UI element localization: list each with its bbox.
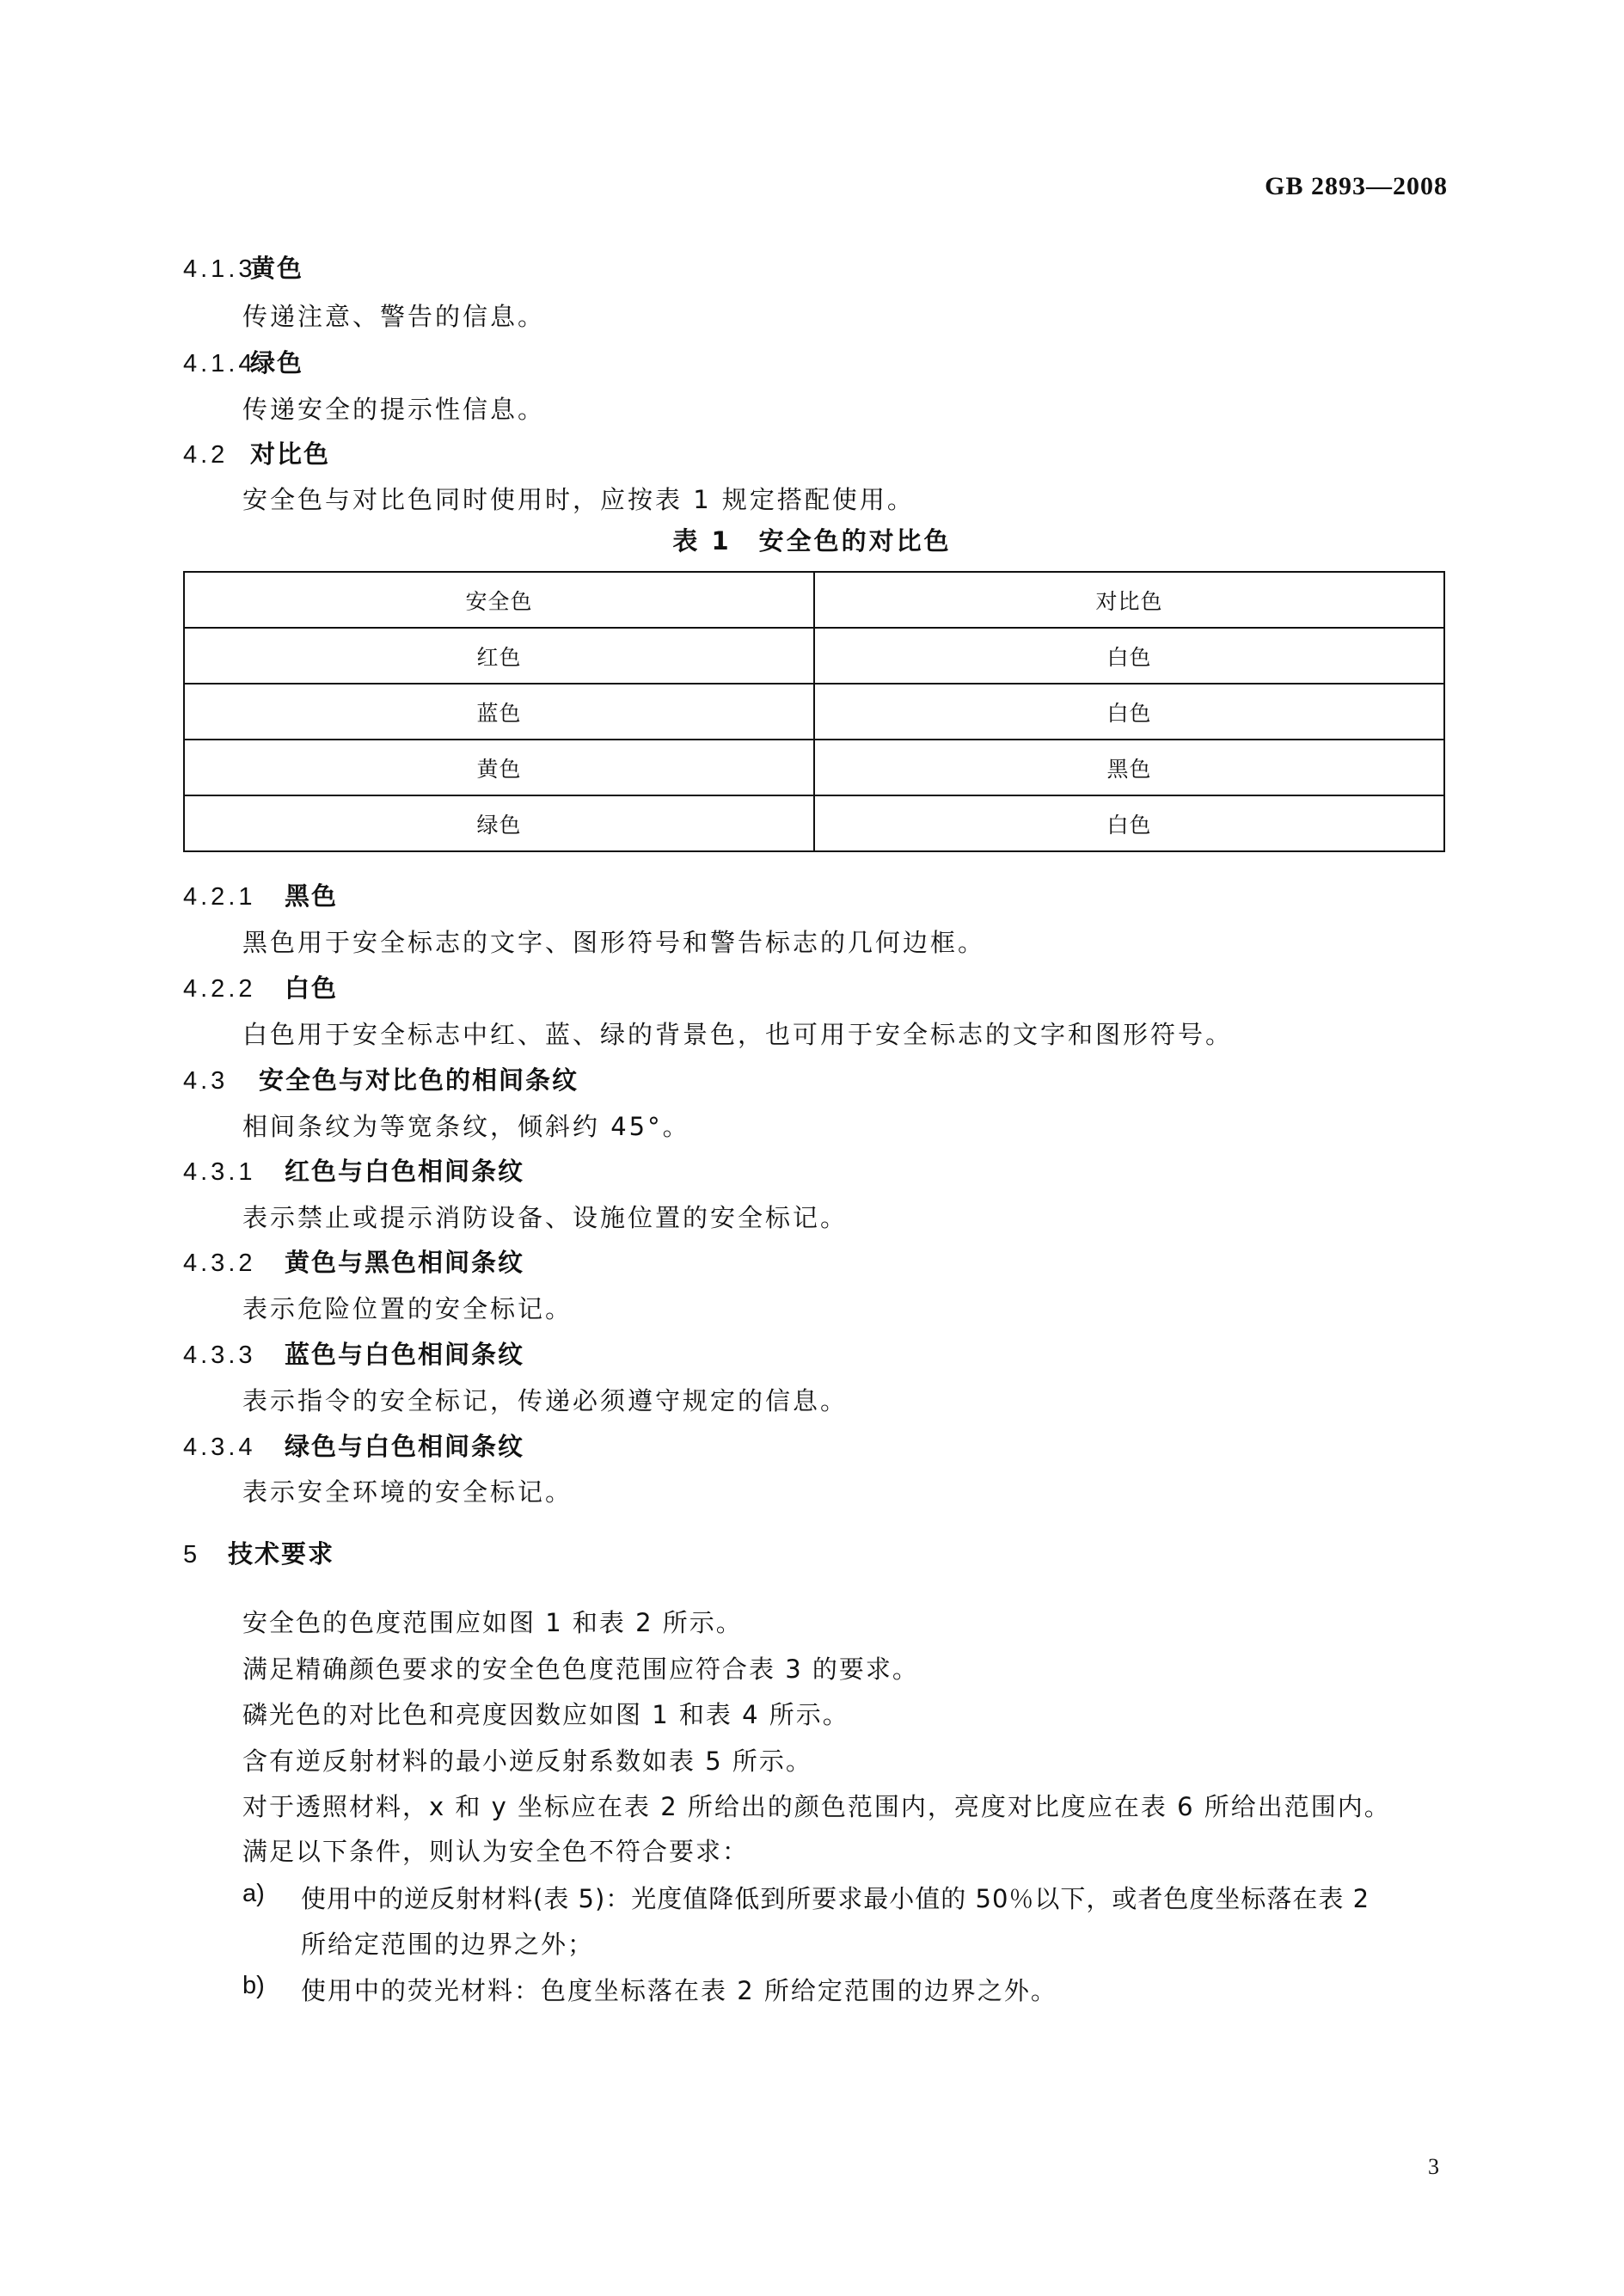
heading-4-1-3 xyxy=(183,249,303,285)
heading-4-3-4 xyxy=(183,1427,524,1463)
table-cell: 红色 xyxy=(184,628,814,684)
heading-4-3 xyxy=(183,1061,579,1096)
table-cell: 绿色 xyxy=(184,795,814,851)
section-number: 4.3.2 xyxy=(183,1249,256,1277)
section-number: 4.3.1 xyxy=(183,1158,256,1186)
section-title: 黄色 xyxy=(250,254,304,283)
table-row xyxy=(184,684,1444,740)
section-title: 对比色 xyxy=(250,439,331,469)
heading-4-3-1 xyxy=(183,1152,524,1188)
section-number: 4.2 xyxy=(183,441,229,469)
paragraph-5-4: 含有逆反射材料的最小逆反射系数如表 5 所示。 xyxy=(242,1747,812,1776)
paragraph-4-2-2: 白色用于安全标志中红、蓝、绿的背景色，也可用于安全标志的文字和图形符号。 xyxy=(242,1020,1234,1049)
section-number: 4.3.4 xyxy=(183,1433,256,1461)
paragraph-4-3-3: 表示指令的安全标记，传递必须遵守规定的信息。 xyxy=(242,1386,849,1415)
heading-4-3-3 xyxy=(183,1335,524,1371)
heading-4-2-2 xyxy=(183,969,338,1004)
table-title: 表 1 安全色的对比色 xyxy=(672,526,952,556)
table-row xyxy=(184,628,1444,684)
section-number: 4.3 xyxy=(183,1067,229,1095)
heading-4-2 xyxy=(183,435,330,470)
table-cell: 白色 xyxy=(814,684,1444,740)
paragraph-5-1: 安全色的色度范围应如图 1 和表 2 所示。 xyxy=(242,1608,743,1637)
paragraph-5-3: 磷光色的对比色和亮度因数应如图 1 和表 4 所示。 xyxy=(242,1700,849,1729)
section-title: 黑色 xyxy=(285,881,339,911)
heading-4-1-4 xyxy=(183,344,303,379)
list-item-text: 使用中的逆反射材料(表 5)：光度值降低到所要求最小值的 50％以下，或者色度坐标落在表 2 xyxy=(301,1884,1370,1913)
section-number: 4.2.2 xyxy=(183,975,256,1003)
section-title: 黄色与黑色相间条纹 xyxy=(285,1248,525,1277)
section-number: 4.3.3 xyxy=(183,1341,256,1369)
list-item-text: 使用中的荧光材料：色度坐标落在表 2 所给定范围的边界之外。 xyxy=(301,1976,1057,2005)
table-cell: 蓝色 xyxy=(184,684,814,740)
table-row xyxy=(184,740,1444,795)
section-number: 5 xyxy=(183,1541,201,1569)
heading-4-3-2 xyxy=(183,1243,524,1279)
section-title: 绿色 xyxy=(250,348,304,378)
section-title: 白色 xyxy=(285,973,339,1003)
paragraph-4-3-1: 表示禁止或提示消防设备、设施位置的安全标记。 xyxy=(242,1203,849,1232)
table-cell: 黄色 xyxy=(184,740,814,795)
heading-5 xyxy=(183,1535,334,1570)
page-number: 3 xyxy=(1428,2154,1439,2179)
standard-number: GB 2893—2008 xyxy=(1265,172,1448,200)
paragraph-4-3-2: 表示危险位置的安全标记。 xyxy=(242,1294,573,1323)
paragraph-5-2: 满足精确颜色要求的安全色色度范围应符合表 3 的要求。 xyxy=(242,1654,919,1684)
table-header-cell: 对比色 xyxy=(814,572,1444,628)
paragraph-4-2-1: 黑色用于安全标志的文字、图形符号和警告标志的几何边框。 xyxy=(242,928,986,957)
list-item-label: b) xyxy=(242,1972,265,1999)
section-title: 安全色与对比色的相间条纹 xyxy=(259,1065,579,1095)
section-number: 4.2.1 xyxy=(183,883,256,911)
table-header-cell: 安全色 xyxy=(184,572,814,628)
paragraph-4-1-4: 传递安全的提示性信息。 xyxy=(242,395,546,424)
section-number: 4.1.3 xyxy=(183,255,256,283)
list-item-label: a) xyxy=(242,1880,265,1907)
table-header-row xyxy=(184,572,1444,628)
section-title: 技术要求 xyxy=(228,1539,335,1569)
section-title: 蓝色与白色相间条纹 xyxy=(285,1340,525,1369)
table-cell: 白色 xyxy=(814,628,1444,684)
paragraph-4-1-3: 传递注意、警告的信息。 xyxy=(242,302,546,331)
paragraph-4-3: 相间条纹为等宽条纹，倾斜约 45°。 xyxy=(242,1112,690,1141)
paragraph-4-2: 安全色与对比色同时使用时，应按表 1 规定搭配使用。 xyxy=(242,485,915,514)
list-item-text-continued: 所给定范围的边界之外； xyxy=(301,1930,595,1959)
paragraph-5-6: 满足以下条件，则认为安全色不符合要求： xyxy=(242,1837,750,1866)
section-title: 红色与白色相间条纹 xyxy=(285,1157,525,1186)
section-title: 绿色与白色相间条纹 xyxy=(285,1432,525,1461)
section-number: 4.1.4 xyxy=(183,350,256,378)
table-cell: 白色 xyxy=(814,795,1444,851)
paragraph-5-5: 对于透照材料，x 和 y 坐标应在表 2 所给出的颜色范围内，亮度对比度应在表 6 所给出范围内。 xyxy=(242,1792,1391,1821)
contrast-color-table xyxy=(183,571,1445,852)
heading-4-2-1 xyxy=(183,877,338,912)
paragraph-4-3-4: 表示安全环境的安全标记。 xyxy=(242,1477,573,1507)
table-cell: 黑色 xyxy=(814,740,1444,795)
table-row xyxy=(184,795,1444,851)
